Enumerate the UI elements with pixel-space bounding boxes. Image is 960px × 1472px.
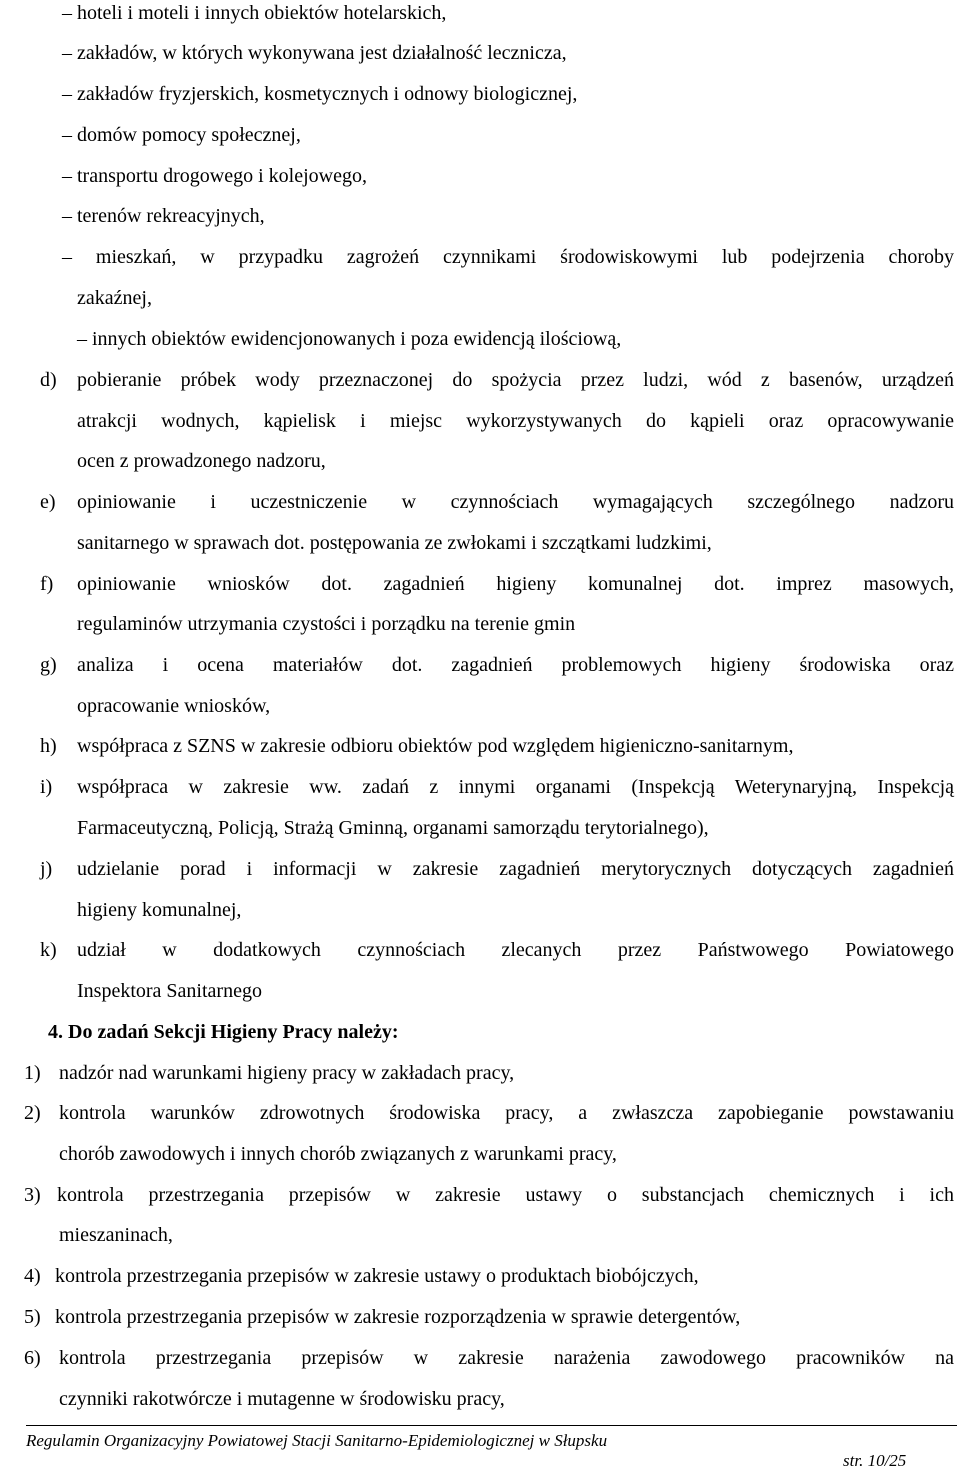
item-marker: 5) xyxy=(24,1306,41,1328)
dash-item: – domów pomocy społecznej, xyxy=(62,124,301,146)
item-line: Farmaceutyczną, Policją, Strażą Gminną, organami samorządu terytorialnego), xyxy=(77,817,709,839)
item-marker: h) xyxy=(40,735,57,757)
item-line: Inspektora Sanitarnego xyxy=(77,980,262,1002)
item-line: opracowanie wniosków, xyxy=(77,695,271,717)
dash-item-continuation: zakaźnej, xyxy=(77,287,152,309)
item-marker: e) xyxy=(40,491,56,513)
item-line: pobieranie próbek wody przeznaczonej do spożycia przez ludzi, wód z basenów, urządzeń xyxy=(77,369,954,391)
item-marker: k) xyxy=(40,939,57,961)
item-marker: f) xyxy=(40,573,54,595)
item-line: kontrola przestrzegania przepisów w zakresie ustawy o produktach biobójczych, xyxy=(55,1265,699,1287)
item-marker: 4) xyxy=(24,1265,41,1287)
item-line: ocen z prowadzonego nadzoru, xyxy=(77,450,326,472)
dash-item: – terenów rekreacyjnych, xyxy=(62,205,265,227)
item-marker: i) xyxy=(40,776,53,798)
item-line: kontrola przestrzegania przepisów w zakresie narażenia zawodowego pracowników na xyxy=(59,1347,954,1369)
item-line: kontrola przestrzegania przepisów w zakresie ustawy o substancjach chemicznych i ich xyxy=(57,1184,954,1206)
item-line: kontrola warunków zdrowotnych środowiska pracy, a zwłaszcza zapobieganie powstawaniu xyxy=(59,1102,954,1124)
item-marker: d) xyxy=(40,369,57,391)
item-marker: 3) xyxy=(24,1184,41,1206)
item-line: kontrola przestrzegania przepisów w zakresie rozporządzenia w sprawie detergentów, xyxy=(55,1306,741,1328)
item-line: opiniowanie i uczestniczenie w czynnościach wymagających szczególnego nadzoru xyxy=(77,491,954,513)
section-heading: 4. Do zadań Sekcji Higieny Pracy należy: xyxy=(48,1021,399,1043)
dash-item: – zakładów fryzjerskich, kosmetycznych i odnowy biologicznej, xyxy=(62,83,578,105)
item-line: opiniowanie wniosków dot. zagadnień higieny komunalnej dot. imprez masowych, xyxy=(77,573,954,595)
item-marker: 1) xyxy=(24,1062,41,1084)
dash-item: – transportu drogowego i kolejowego, xyxy=(62,165,367,187)
item-line: współpraca w zakresie ww. zadań z innymi organami (Inspekcją Weterynaryjną, Inspekcją xyxy=(77,776,954,798)
item-line: nadzór nad warunkami higieny pracy w zakładach pracy, xyxy=(59,1062,515,1084)
item-line: sanitarnego w sprawach dot. postępowania ze zwłokami i szczątkami ludzkimi, xyxy=(77,532,712,554)
footer-divider xyxy=(26,1425,957,1426)
item-line: udzielanie porad i informacji w zakresie zagadnień merytorycznych dotyczących zagadnień xyxy=(77,858,954,880)
dash-item: – mieszkań, w przypadku zagrożeń czynnikami środowiskowymi lub podejrzenia choroby xyxy=(62,246,954,268)
footer-title: Regulamin Organizacyjny Powiatowej Stacji Sanitarno-Epidemiologicznej w Słupsku xyxy=(26,1431,608,1450)
item-line: udział w dodatkowych czynnościach zlecanych przez Państwowego Powiatowego xyxy=(77,939,954,961)
dash-item: – innych obiektów ewidencjonowanych i poza ewidencją ilościową, xyxy=(77,328,622,350)
item-line: analiza i ocena materiałów dot. zagadnień problemowych higieny środowiska oraz xyxy=(77,654,954,676)
item-line: regulaminów utrzymania czystości i porządku na terenie gmin xyxy=(77,613,576,635)
item-line: czynniki rakotwórcze i mutagenne w środowisku pracy, xyxy=(59,1388,505,1410)
item-line: higieny komunalnej, xyxy=(77,899,242,921)
item-marker: g) xyxy=(40,654,57,676)
dash-item: – zakładów, w których wykonywana jest działalność lecznicza, xyxy=(62,42,567,64)
item-line: chorób zawodowych i innych chorób związanych z warunkami pracy, xyxy=(59,1143,617,1165)
item-line: współpraca z SZNS w zakresie odbioru obiektów pod względem higieniczno-sanitarnym, xyxy=(77,735,794,757)
item-marker: j) xyxy=(40,858,53,880)
dash-item: – hoteli i moteli i innych obiektów hotelarskich, xyxy=(62,2,447,24)
item-line: mieszaninach, xyxy=(59,1224,173,1246)
item-marker: 2) xyxy=(24,1102,41,1124)
item-marker: 6) xyxy=(24,1347,41,1369)
page-number: str. 10/25 xyxy=(843,1451,907,1470)
item-line: atrakcji wodnych, kąpielisk i miejsc wykorzystywanych do kąpieli oraz opracowywanie xyxy=(77,410,954,432)
